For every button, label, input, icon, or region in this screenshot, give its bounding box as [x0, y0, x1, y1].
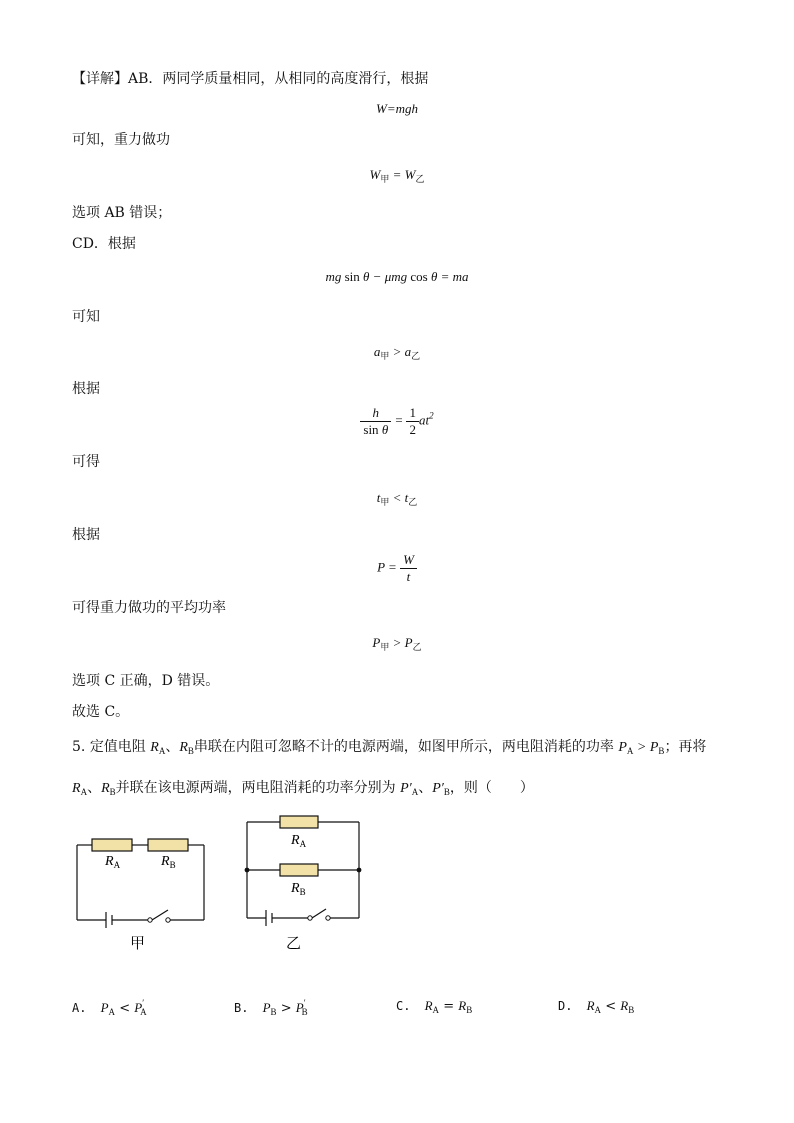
detail-line-3: 选项 AB 错误； — [72, 205, 172, 221]
detail-line-4: CD．根据 — [72, 236, 136, 252]
detail-line-6: 根据 — [72, 381, 100, 397]
detail-line-5: 可知 — [72, 309, 100, 325]
equation-work: W=mgh — [376, 101, 418, 116]
svg-text:RB: $R_B$ — [161, 854, 176, 870]
resistor-ra — [92, 839, 132, 851]
figure-caption-jia: 甲 — [130, 936, 146, 952]
detail-line-11: 故选 C。 — [72, 704, 130, 720]
option-a[interactable]: A. $P_A < P'_A$ — [72, 998, 147, 1017]
detail-line-10: 选项 C 正确，D 错误。 — [72, 673, 220, 689]
resistor-rb — [148, 839, 188, 851]
figure-caption-yi: 乙 — [286, 936, 302, 952]
option-d[interactable]: D. $R_A < R_B$ — [558, 998, 635, 1015]
svg-text:RB: $R_B$ — [291, 881, 306, 897]
svg-text:RA: $R_A$ — [291, 833, 307, 849]
resistor-ra-parallel — [280, 816, 318, 828]
detail-intro: AB．两同学质量相同，从相同的高度滑行，根据 — [128, 71, 429, 87]
detail-line-7: 可得 — [72, 454, 100, 470]
equation-power-compare: $P_甲 > P_乙$ — [372, 635, 422, 652]
circuit-figure-parallel — [240, 810, 370, 955]
equation-time: $t_甲 < t_乙$ — [376, 490, 418, 507]
question-line-2: $R_A$、$R_B$并联在该电源两端，两电阻消耗的功率分别为 $P'_A$、$P'_B$，则（ ） — [72, 780, 534, 797]
question-number: 5. — [72, 739, 86, 755]
option-b[interactable]: B. $P_B > P'_B$ — [234, 998, 308, 1017]
equation-power: P = $\frac{W}{t}$ — [0, 552, 794, 585]
detail-bracket: 【详解】 — [72, 71, 128, 87]
equation-work-equal: $W_甲 = W_乙$ — [369, 167, 425, 184]
svg-text:RA: $R_A$ — [105, 854, 121, 870]
detail-line-2: 可知，重力做功 — [72, 132, 170, 148]
question-line-1: 5. 定值电阻 $R_A$、$R_B$串联在内阻可忽略不计的电源两端，如图甲所示，两电阻消耗的功率 $P_A > P_B$；再将 — [72, 739, 707, 756]
equation-newton: mg sin θ − μmg cos θ = ma — [325, 269, 469, 284]
detail-line-9: 可得重力做功的平均功率 — [72, 600, 226, 616]
equation-acceleration: $a_甲 > a_乙$ — [373, 344, 421, 361]
detail-line-8: 根据 — [72, 527, 100, 543]
option-c[interactable]: C. $R_A = R_B$ — [396, 998, 473, 1015]
resistor-rb-parallel — [280, 864, 318, 876]
detail-line-1 — [72, 70, 428, 88]
circuit-figure-series — [70, 830, 215, 955]
equation-kinematics: $\frac{h}{\text{sin θ}}$ = $\frac{1}{2}$ $at^2$ — [0, 405, 794, 438]
